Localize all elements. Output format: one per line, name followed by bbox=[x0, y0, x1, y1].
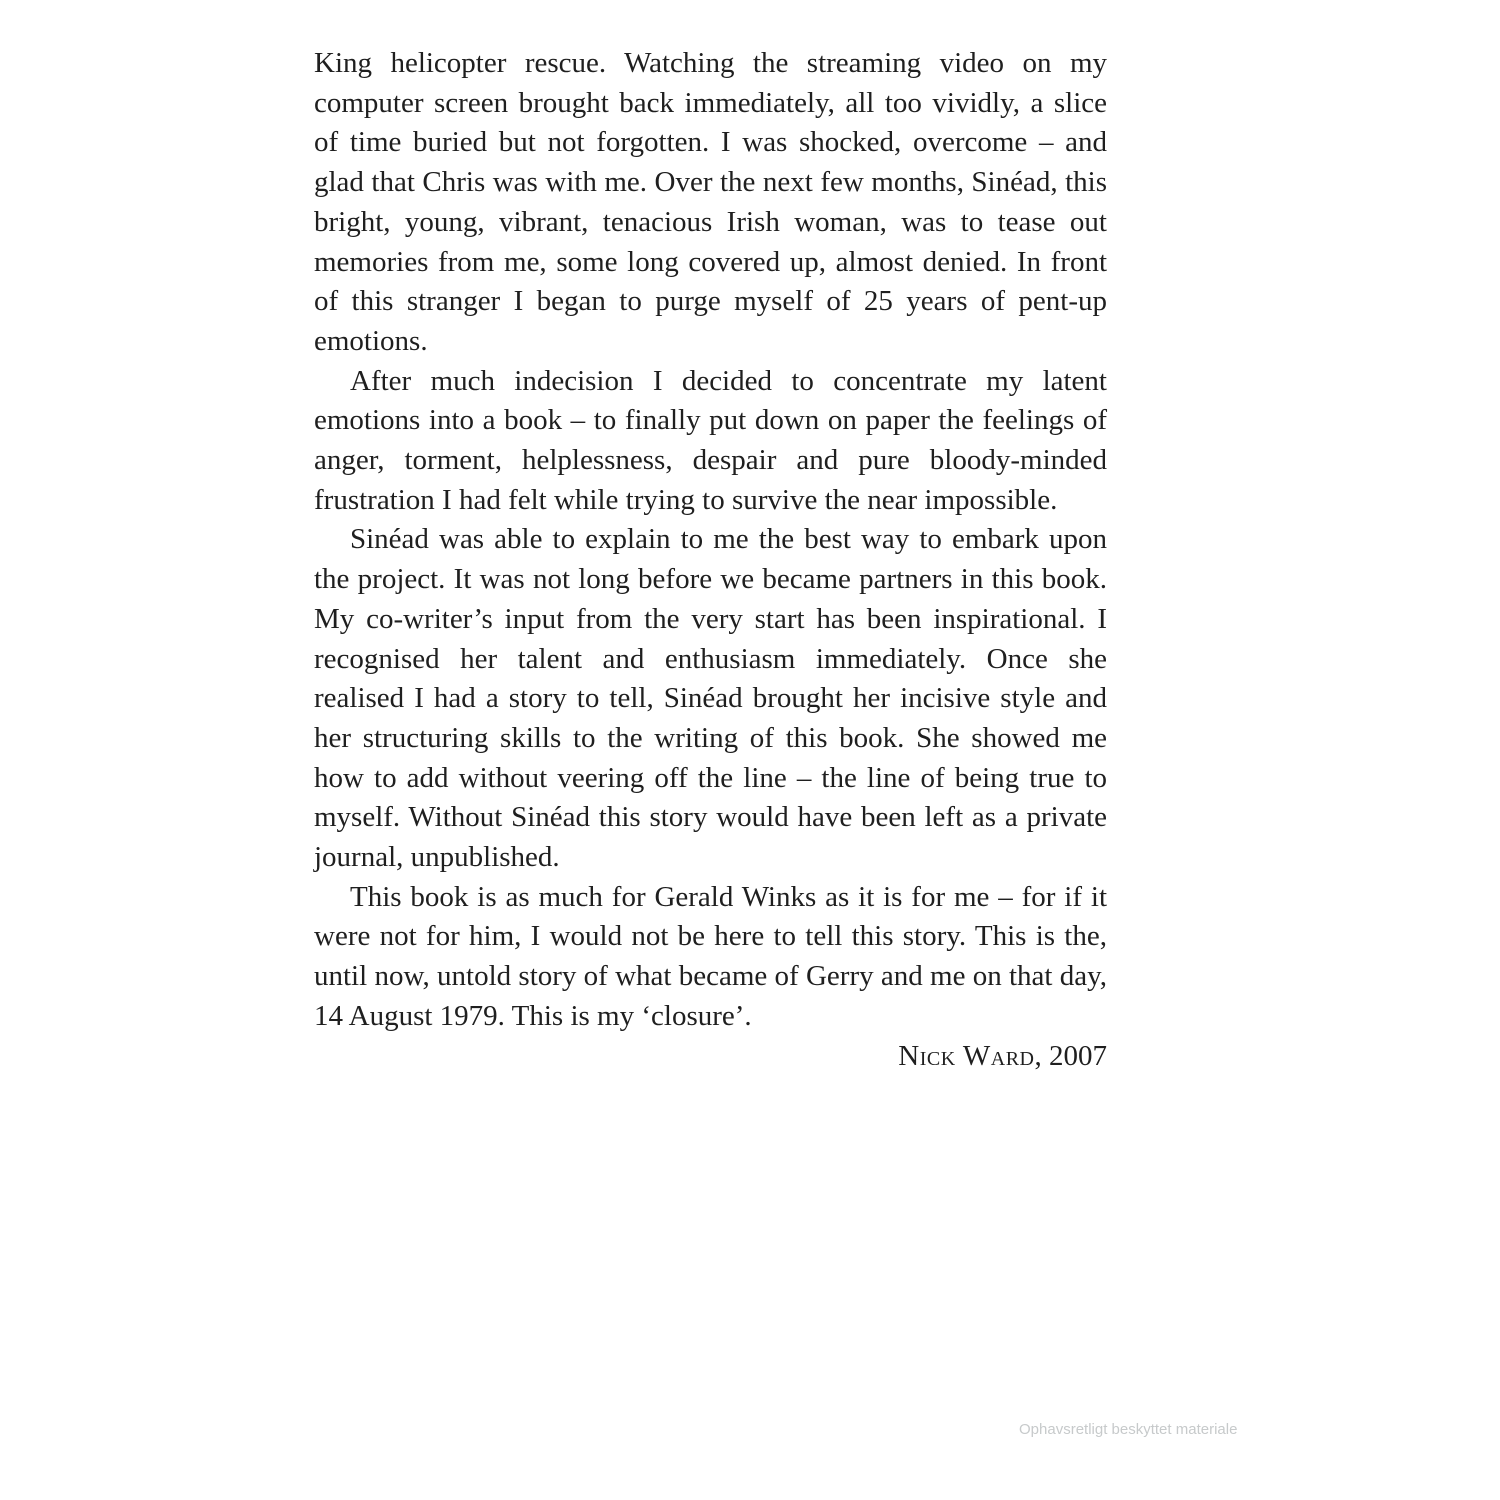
body-text-block bbox=[314, 44, 1107, 1076]
paragraph: Sinéad was able to explain to me the best way to embark upon the project. It was not long before we became partners in this book. My co-writer’s input from the very start has been inspirational. I recognised her talent and enthusiasm immediately. Once she realised I had a story to tell, Sinéad brought her incisive style and her structuring skills to the writing of this book. She showed me how to add without veering off the line – the line of being true to myself. Without Sinéad this story would have been left as a private journal, unpublished. bbox=[314, 523, 1107, 874]
paragraph: King helicopter rescue. Watching the streaming video on my computer screen brought back immediately, all too vividly, a slice of time buried but not forgotten. I was shocked, overcome – and glad that Chris was with me. Over the next few months, Sinéad, this bright, young, vibrant, tenacious Irish woman, was to tease out memories from me, some long covered up, almost denied. In front of this stranger I began to purge myself of 25 years of pent-up emotions. bbox=[314, 47, 1107, 357]
author-name: Nick Ward bbox=[898, 1039, 1035, 1072]
author-signature bbox=[314, 1037, 1107, 1077]
copyright-watermark: Ophavsretligt beskyttet materiale bbox=[1019, 1421, 1238, 1438]
paragraph: This book is as much for Gerald Winks as it is for me – for if it were not for him, I would not be here to tell this story. This is the, until now, untold story of what became of Gerry and me on that day, 14 August 1979. This is my ‘closure’. bbox=[314, 880, 1107, 1032]
signature-year: , 2007 bbox=[1034, 1039, 1107, 1072]
paragraph: After much indecision I decided to concentrate my latent emotions into a book – to finally put down on paper the feelings of anger, torment, helplessness, despair and pure bloody-minded frustration I had felt while trying to survive the near impossible. bbox=[314, 364, 1107, 516]
